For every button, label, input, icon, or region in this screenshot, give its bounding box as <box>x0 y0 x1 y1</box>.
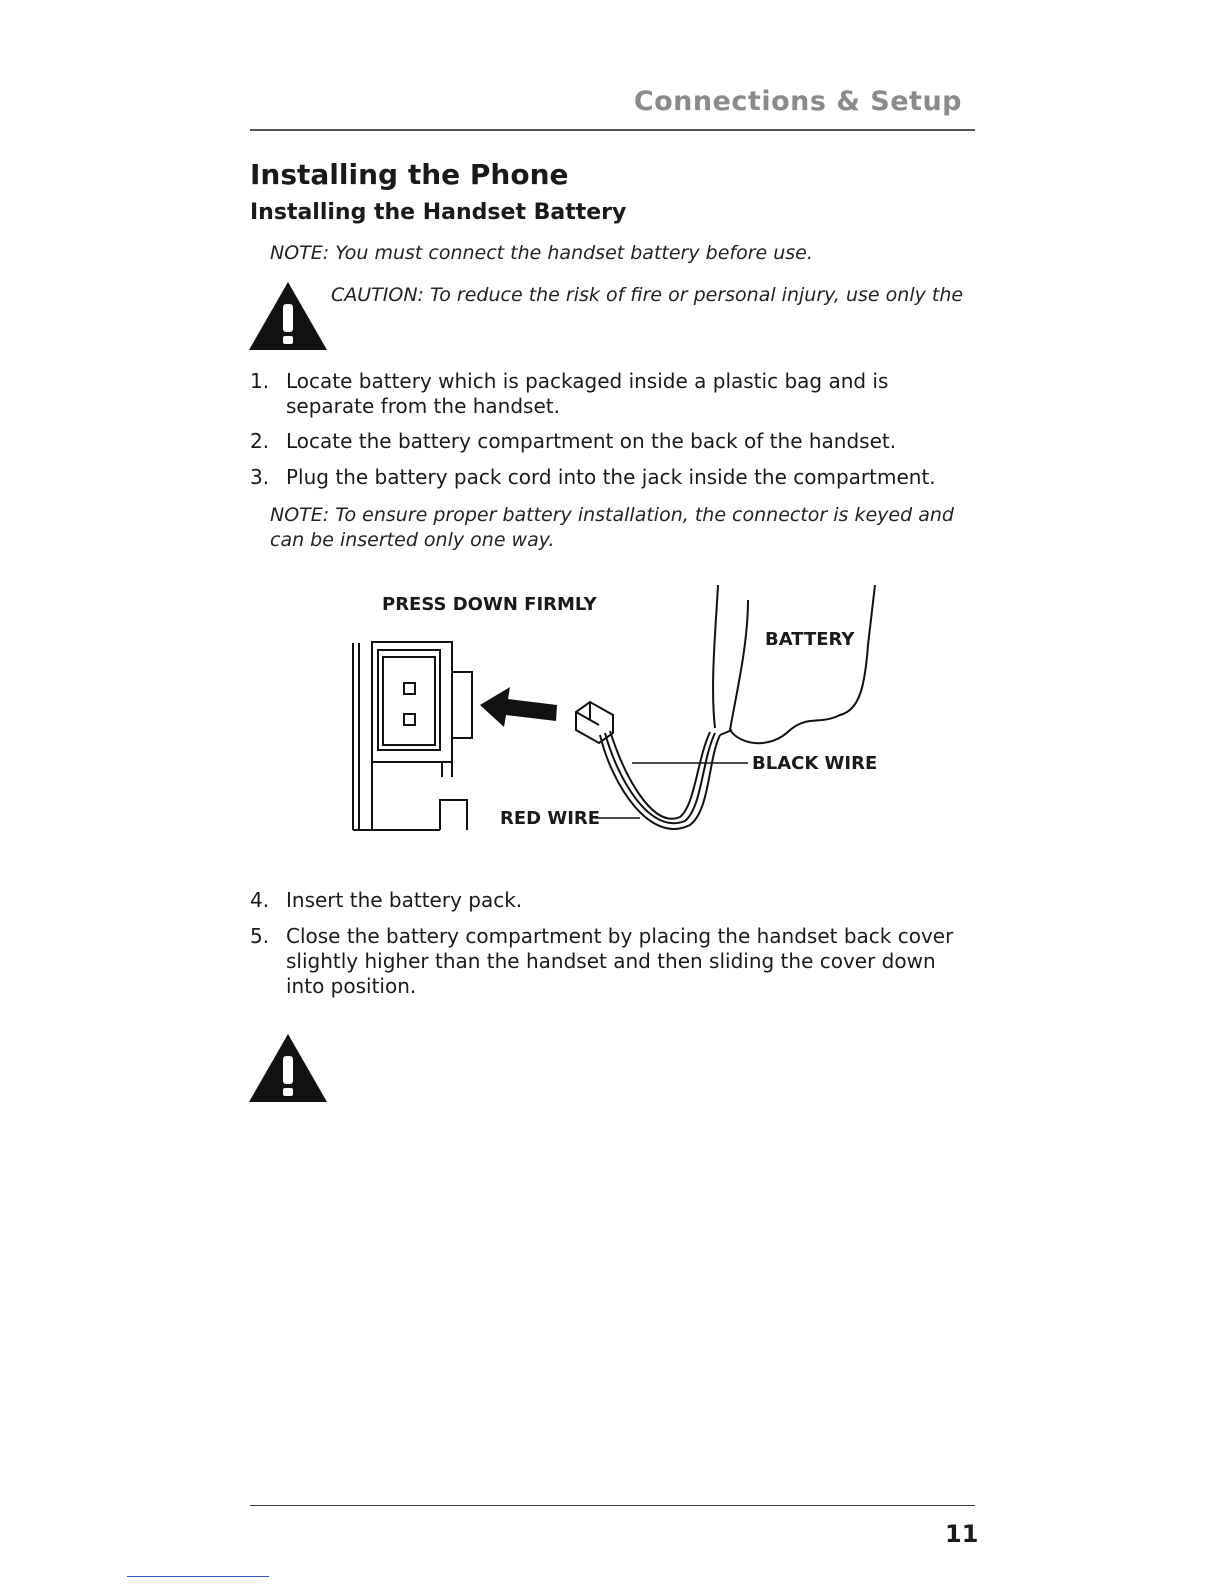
press-down-label: PRESS DOWN FIRMLY <box>382 594 597 615</box>
red-wire-label: RED WIRE <box>500 808 601 829</box>
step-number: 4. <box>250 888 270 912</box>
step-text: Locate the battery compartment on the back of the handset. <box>286 429 897 453</box>
battery-compartment-illustration <box>353 642 472 830</box>
battery-illustration <box>713 585 875 743</box>
step-number: 5. <box>250 924 270 948</box>
step-number: 1. <box>250 369 270 393</box>
note-connect-battery: NOTE: You must connect the handset battery before use. <box>270 242 813 264</box>
step-item <box>250 429 962 454</box>
black-wire-label: BLACK WIRE <box>752 753 878 774</box>
note-keyed-connector: NOTE: To ensure proper battery installation, the connector is keyed and can be inserted only one way. <box>270 504 954 551</box>
step-text: Close the battery compartment by placing the handset back cover slightly higher than the handset and then sliding the cover down into position. <box>286 924 954 998</box>
step-text: Plug the battery pack cord into the jack inside the compartment. <box>286 465 936 489</box>
step-item <box>250 369 962 419</box>
step-item <box>250 924 962 999</box>
section-subtitle: Installing the Handset Battery <box>250 200 627 225</box>
footer-divider <box>250 1505 975 1506</box>
step-number: 3. <box>250 465 270 489</box>
warning-triangle-icon <box>249 1034 327 1102</box>
page-number: 11 <box>945 1520 979 1548</box>
arrow-left-icon <box>480 687 557 727</box>
step-number: 2. <box>250 429 270 453</box>
battery-label: BATTERY <box>765 629 855 650</box>
header-divider <box>250 129 975 131</box>
section-header-title: Connections & Setup <box>633 86 962 117</box>
step-item <box>250 888 962 913</box>
caution-text: CAUTION: To reduce the risk of fire or personal injury, use only the <box>331 284 964 306</box>
step-item <box>250 465 962 490</box>
warning-triangle-icon <box>249 282 327 350</box>
step-text: Locate battery which is packaged inside a plastic bag and is separate from the handset. <box>286 369 889 418</box>
page-title: Installing the Phone <box>250 158 569 191</box>
battery-connector-diagram <box>350 585 890 860</box>
step-text: Insert the battery pack. <box>286 888 523 912</box>
link-underline <box>127 1576 269 1577</box>
